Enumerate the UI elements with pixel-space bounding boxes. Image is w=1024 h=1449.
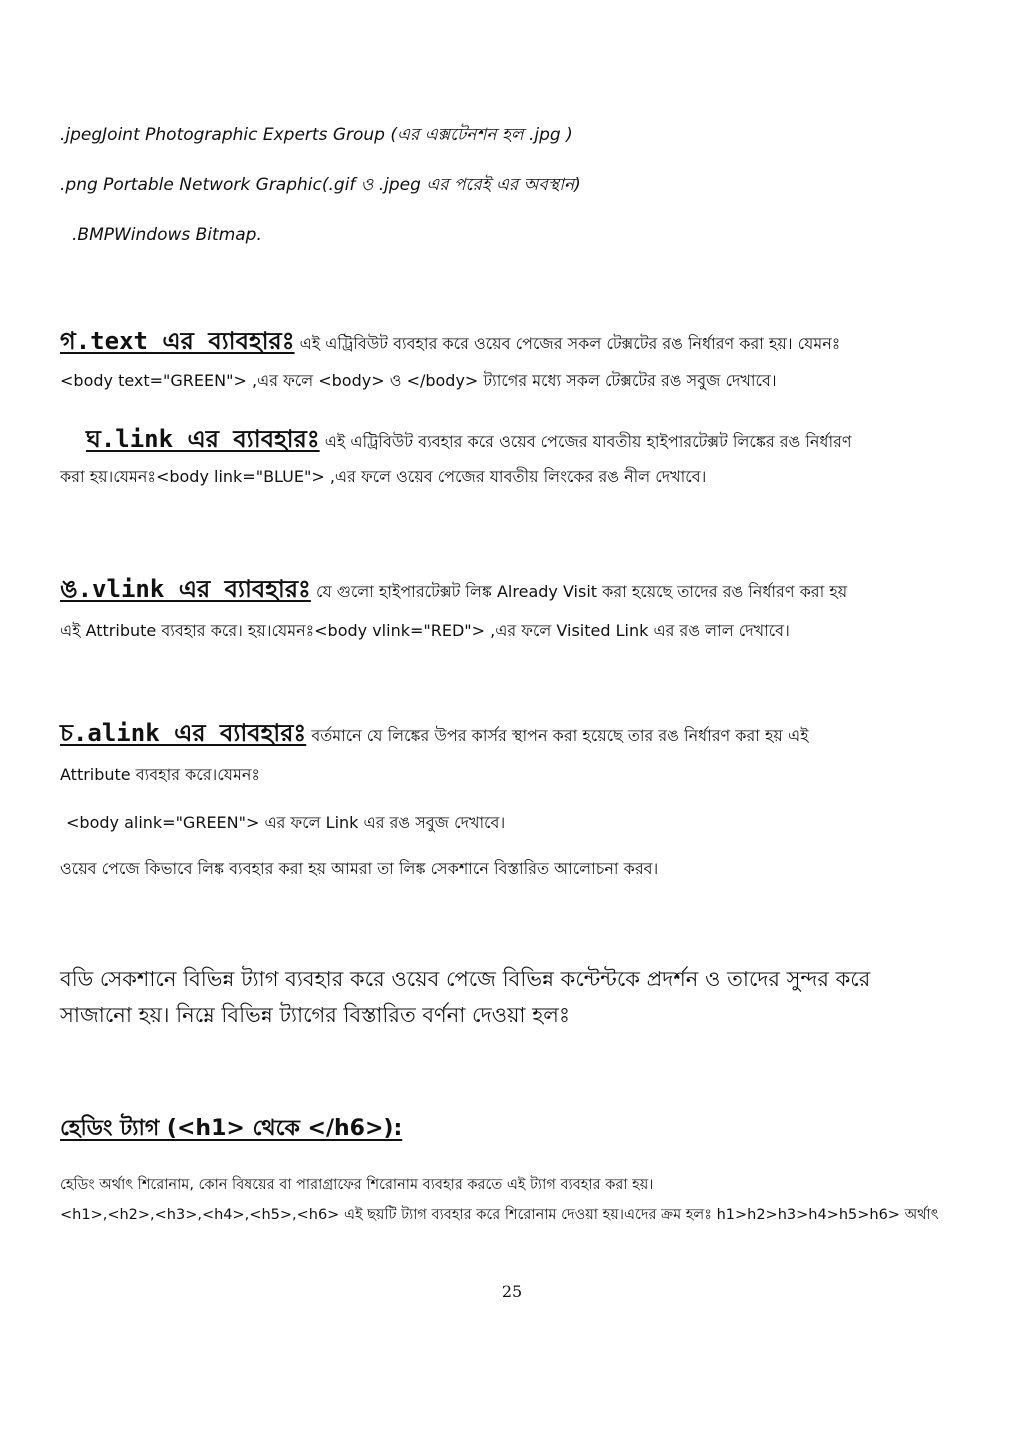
alink-attr-note: ওয়েব পেজে কিভাবে লিঙ্ক ব্যবহার করা হয় আমরা তা লিঙ্ক সেকশানে বিস্তারিত আলোচনা করব। [60,859,659,878]
heading-tag-order: <h1>,<h2>,<h3>,<h4>,<h5>,<h6> এই ছয়টি ট্যাগ ব্যবহার করে শিরোনাম দেওয়া হয়।এদের ক্রম হলঃ h1>h2>h3>h4>h5>h6> অর্থাৎ [60,1207,939,1223]
body-section-line1: বডি সেকশানে বিভিন্ন ট্যাগ ব্যবহার করে ওয়েব পেজে বিভিন্ন কন্টেন্টকে প্রদর্শন ও তাদের সুন্দর করে [60,967,871,991]
heading-tag-desc: হেডিং অর্থাৎ শিরোনাম, কোন বিষয়ের বা পারাগ্রাফের শিরোনাম ব্যবহার করতে এই ট্যাগ ব্যবহার করা হয়। [60,1177,654,1193]
alink-attr-line2: Attribute ব্যবহার করে।যেমনঃ [60,765,260,784]
link-attr-heading-line [86,425,852,453]
page-number: 25 [501,1282,523,1301]
body-section-line2: সাজানো হয়। নিম্নে বিভিন্ন ট্যাগের বিস্তারিত বর্ণনা দেওয়া হলঃ [60,1003,571,1027]
vlink-attr-heading-line [60,575,848,603]
alink-attr-desc: বর্তমানে যে লিঙ্কের উপর কার্সর স্থাপন করা হয়েছে তার রঙ নির্ধারণ করা হয় এই [311,726,809,745]
text-attr-heading: গ.text এর ব্যাবহারঃ [60,327,295,355]
format-line-jpeg: .jpegJoint Photographic Experts Group (এর এক্সটেনশন হল .jpg ) [60,125,573,145]
format-line-png: .png Portable Network Graphic(.gif ও .jpeg এর পরেই এর অবস্থান) [60,175,581,195]
text-attr-desc: এই এট্রিবিউট ব্যবহার করে ওয়েব পেজের সকল টেক্সটের রঙ নির্ধারণ করা হয়। যেমনঃ [299,334,841,353]
heading-tag-title: হেডিং ট্যাগ (<h1> থেকে </h6>): [60,1116,403,1141]
alink-attr-heading-line [60,719,809,747]
text-attr-example: <body text="GREEN"> ,এর ফলে <body> ও </body> ট্যাগের মধ্যে সকল টেক্সটের রঙ সবুজ দেখাবে। [60,371,777,390]
alink-attr-example: <body alink="GREEN"> এর ফলে Link এর রঙ সবুজ দেখাবে। [66,813,506,832]
link-attr-example: করা হয়।যেমনঃ<body link="BLUE"> ,এর ফলে ওয়েব পেজের যাবতীয় লিংকের রঙ নীল দেখাবে। [60,467,707,486]
alink-attr-heading: চ.alink এর ব্যাবহারঃ [60,719,307,747]
text-attr-heading-line [60,327,841,355]
format-line-bmp: .BMPWindows Bitmap. [72,225,262,245]
vlink-attr-desc: যে গুলো হাইপারটেক্সট লিঙ্ক Already Visit করা হয়েছে তাদের রঙ নির্ধারণ করা হয় [315,582,848,601]
link-attr-desc: এই এট্রিবিউট ব্যবহার করে ওয়েব পেজের যাবতীয় হাইপারটেক্সট লিঙ্কের রঙ নির্ধারণ [324,432,852,451]
link-attr-heading: ঘ.link এর ব্যাবহারঃ [86,425,320,453]
vlink-attr-example: এই Attribute ব্যবহার করে। হয়।যেমনঃ<body vlink="RED"> ,এর ফলে Visited Link এর রঙ লাল দেখাবে। [60,621,790,640]
vlink-attr-heading: ঙ.vlink এর ব্যাবহারঃ [60,575,311,603]
